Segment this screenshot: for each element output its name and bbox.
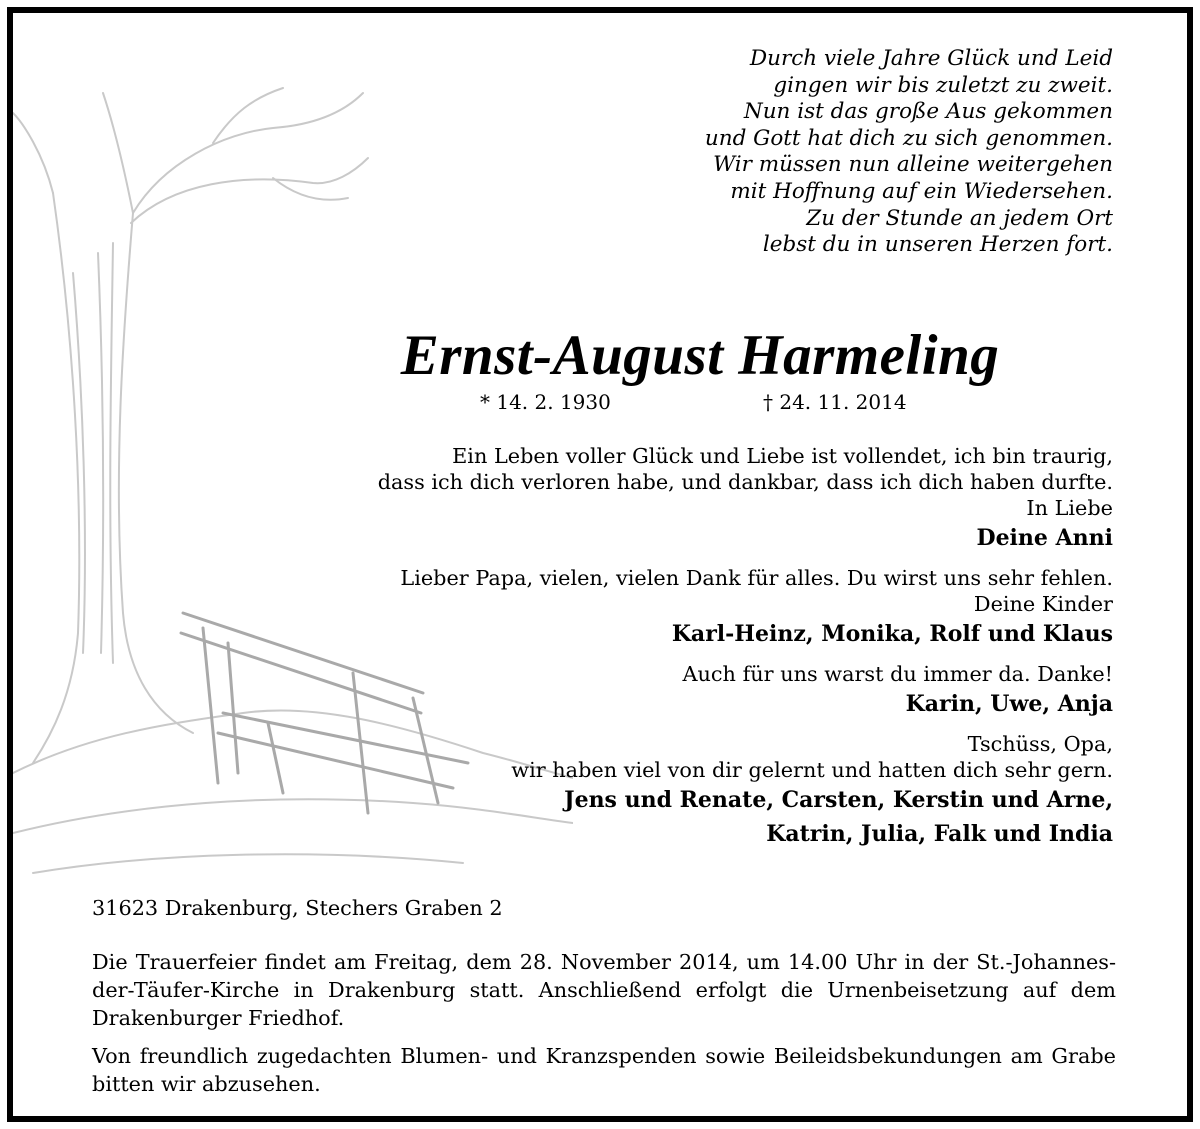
poem-line: und Gott hat dich zu sich genommen.	[704, 125, 1113, 151]
poem-line: mit Hoffnung auf ein Wiedersehen.	[730, 178, 1113, 204]
poem-line: gingen wir bis zuletzt zu zweit.	[773, 72, 1113, 98]
family-messages	[378, 443, 1113, 851]
grandchildren-signature: Jens und Renate, Carsten, Kerstin und Arne,	[564, 787, 1113, 813]
poem-line: Durch viele Jahre Glück und Leid	[749, 46, 1113, 71]
poem-line: Wir müssen nun alleine weitergehen	[713, 152, 1113, 178]
death-date: † 24. 11. 2014	[763, 390, 907, 414]
wife-message-line: Ein Leben voller Glück und Liebe ist vollendet, ich bin traurig,	[452, 444, 1113, 468]
obituary-frame	[7, 7, 1193, 1122]
address: 31623 Drakenburg, Stechers Graben 2	[92, 896, 503, 920]
poem	[705, 46, 1113, 259]
children-signature: Karl-Heinz, Monika, Rolf und Klaus	[671, 621, 1113, 647]
inlaws-message-line: Auch für uns warst du immer da. Danke!	[682, 662, 1113, 686]
wife-signature: Deine Anni	[976, 525, 1113, 551]
grandchildren-message-line: wir haben viel von dir gelernt und hatten dich sehr gern.	[511, 758, 1113, 782]
funeral-notice: Die Trauerfeier findet am Freitag, dem 28. November 2014, um 14.00 Uhr in der St.-Johannes-der-Täufer-Kirche in Drakenburg statt. Anschließend erfolgt die Urnenbeisetzung auf dem Drakenburger Friedhof.	[92, 950, 1116, 1030]
children-message-line: Deine Kinder	[973, 592, 1113, 616]
children-message-line: Lieber Papa, vielen, vielen Dank für alles. Du wirst uns sehr fehlen.	[400, 566, 1113, 590]
deceased-name: Ernst-August Harmeling	[400, 324, 1000, 387]
birth-date: * 14. 2. 1930	[480, 390, 611, 414]
wife-message-line: dass ich dich verloren habe, und dankbar, dass ich dich haben durfte.	[377, 470, 1113, 494]
inlaws-signature: Karin, Uwe, Anja	[905, 691, 1113, 717]
poem-line: Nun ist das große Aus gekommen	[743, 99, 1113, 125]
wife-message-line: In Liebe	[1026, 496, 1113, 520]
poem-line: Zu der Stunde an jedem Ort	[806, 205, 1113, 231]
grandchildren-message-line: Tschüss, Opa,	[967, 732, 1113, 756]
grandchildren-signature: Katrin, Julia, Falk und India	[766, 821, 1113, 847]
donation-note: Von freundlich zugedachten Blumen- und Kranzspenden sowie Beileidsbekundungen am Grabe bitten wir abzusehen.	[92, 1044, 1116, 1096]
poem-line: lebst du in unseren Herzen fort.	[762, 232, 1113, 258]
